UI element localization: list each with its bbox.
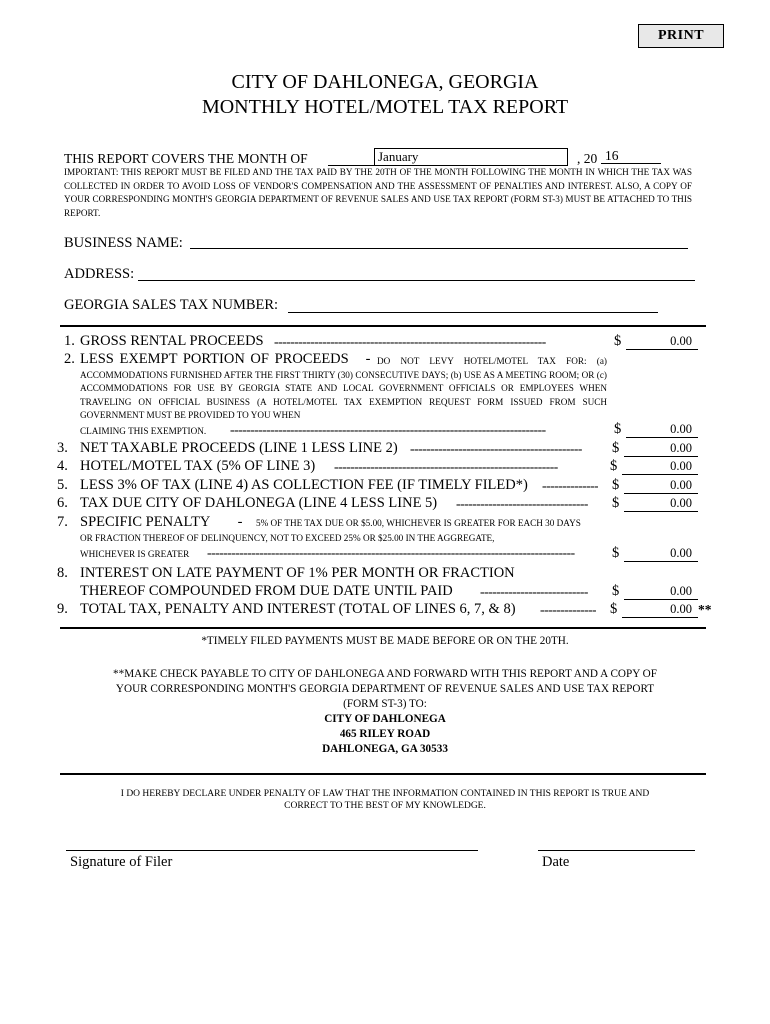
line-7-description-2: OR FRACTION THEREOF OF DELINQUENCY, NOT TO EXCEED 25% OR $25.00 IN THE AGGREGATE, bbox=[80, 533, 495, 543]
line-9-suffix: ** bbox=[698, 602, 712, 617]
line-5-amount[interactable]: 0.00 bbox=[624, 477, 698, 494]
line-4-leader: -------------------------------------------------------- bbox=[334, 459, 558, 474]
line-8-amount[interactable]: 0.00 bbox=[624, 583, 698, 600]
address-label: ADDRESS: bbox=[64, 266, 135, 282]
line-2-currency: $ bbox=[614, 421, 622, 437]
line-7-separator: - bbox=[234, 514, 247, 530]
line-8-label-2: THEREOF COMPOUNDED FROM DUE DATE UNTIL PAID bbox=[80, 583, 453, 599]
line-3-currency: $ bbox=[612, 440, 620, 456]
line-1-label: GROSS RENTAL PROCEEDS bbox=[80, 333, 264, 349]
timely-note: *TIMELY FILED PAYMENTS MUST BE MADE BEFORE OR ON THE 20TH. bbox=[201, 635, 569, 647]
line-2-last-line: CLAIMING THIS EXEMPTION. bbox=[80, 426, 207, 436]
line-7-leader: -------------------------------------------------------------------------------------------- bbox=[207, 545, 575, 560]
line-1-number: 1. bbox=[64, 333, 75, 349]
line-7-amount[interactable]: 0.00 bbox=[624, 545, 698, 562]
print-button[interactable]: PRINT bbox=[638, 24, 724, 48]
line-5-leader: -------------- bbox=[542, 478, 598, 493]
important-notice: IMPORTANT: THIS REPORT MUST BE FILED AND THE TAX PAID BY THE 20TH OF THE MONTH FOLLOWING THE MONTH IN WHICH THE TAX WAS COLLECTED IN ORDER TO AVOID LOSS OF VENDOR'S COMPENSATION AND THE ASSESSMENT OF PENALTIES AND INTEREST. ALSO, A COPY OF YOUR CORRESPONDING MONTH'S GEORGIA DEPARTMENT OF REVENUE SALES AND USE TAX REPORT (FORM ST-3) MUST BE ATTACHED TO THIS REPORT. bbox=[64, 167, 692, 218]
declaration-line-2: CORRECT TO THE BEST OF MY KNOWLEDGE. bbox=[284, 801, 486, 811]
date-field[interactable] bbox=[538, 850, 695, 851]
line-3-label: NET TAXABLE PROCEEDS (LINE 1 LESS LINE 2) bbox=[80, 440, 398, 456]
sales-tax-number-label: GEORGIA SALES TAX NUMBER: bbox=[64, 297, 279, 313]
line-2-separator: - bbox=[362, 351, 375, 367]
line-3-number: 3. bbox=[57, 440, 68, 456]
line-3-amount[interactable]: 0.00 bbox=[624, 440, 698, 457]
line-7-description-3: WHICHEVER IS GREATER bbox=[80, 549, 190, 559]
declaration-line-1: I DO HEREBY DECLARE UNDER PENALTY OF LAW THAT THE INFORMATION CONTAINED IN THIS REPORT IS TRUE AND bbox=[120, 789, 650, 799]
line-6-leader: --------------------------------- bbox=[456, 496, 588, 511]
business-name-label: BUSINESS NAME: bbox=[64, 235, 183, 251]
line-2-label: LESS EXEMPT PORTION OF PROCEEDS bbox=[80, 351, 349, 367]
divider-top bbox=[60, 325, 706, 327]
line-2-amount[interactable]: 0.00 bbox=[626, 421, 698, 438]
line-4-number: 4. bbox=[57, 458, 68, 474]
line-2-description: DO NOT LEVY HOTEL/MOTEL TAX FOR: (a) ACCOMMODATIONS FURNISHED AFTER THE FIRST THIRTY (30) CONSECUTIVE DAYS; (b) USE AS A MEETING ROOM; OR (c) ACCOMMODATIONS FOR USE BY GEORGIA STATE AND LOCAL GOVERNMENT OFFICIALS OR EMPLOYEES WHEN TRAVELING ON OFFICIAL BUSINESS (A HOTEL/MOTEL TAX EXEMPTION REQUEST FORM ISSUED FROM SUCH GOVERNMENT MUST BE PROVIDED TO YOU WHEN bbox=[80, 356, 607, 420]
line-7-number: 7. bbox=[57, 514, 68, 530]
line-1-amount[interactable]: 0.00 bbox=[626, 333, 698, 350]
address-field[interactable] bbox=[138, 280, 695, 281]
payable-note-3: (FORM ST-3) TO: bbox=[343, 698, 427, 710]
mailing-address-3: DAHLONEGA, GA 30533 bbox=[322, 743, 448, 755]
signature-label: Signature of Filer bbox=[70, 854, 173, 870]
line-8-leader: --------------------------- bbox=[480, 584, 588, 599]
line-7-description-1: 5% OF THE TAX DUE OR $5.00, WHICHEVER IS GREATER FOR EACH 30 DAYS bbox=[256, 518, 581, 528]
line-8-number: 8. bbox=[57, 565, 68, 581]
sales-tax-number-field[interactable] bbox=[288, 312, 658, 313]
divider-bottom bbox=[60, 773, 706, 775]
line-5-number: 5. bbox=[57, 477, 68, 493]
divider-middle bbox=[60, 627, 706, 629]
line-2-number: 2. bbox=[64, 351, 75, 367]
line-7-label: SPECIFIC PENALTY bbox=[80, 514, 211, 530]
month-input[interactable]: January bbox=[374, 148, 568, 166]
form-subtitle: MONTHLY HOTEL/MOTEL TAX REPORT bbox=[201, 96, 569, 118]
month-label: THIS REPORT COVERS THE MONTH OF bbox=[64, 151, 308, 166]
line-4-currency: $ bbox=[610, 458, 618, 474]
line-1-leader: -------------------------------------------------------------------- bbox=[274, 334, 546, 349]
mailing-address-1: CITY OF DAHLONEGA bbox=[324, 713, 446, 725]
line-3-leader: ------------------------------------------- bbox=[410, 441, 582, 456]
line-6-label: TAX DUE CITY OF DAHLONEGA (LINE 4 LESS LINE 5) bbox=[80, 495, 438, 511]
mailing-address-2: 465 RILEY ROAD bbox=[339, 728, 431, 740]
line-2-leader: ------------------------------------------------------------------------------- bbox=[230, 422, 546, 437]
line-5-currency: $ bbox=[612, 477, 620, 493]
line-6-number: 6. bbox=[57, 495, 68, 511]
line-6-amount[interactable]: 0.00 bbox=[624, 495, 698, 512]
line-4-label: HOTEL/MOTEL TAX (5% OF LINE 3) bbox=[80, 458, 316, 474]
line-7-currency: $ bbox=[612, 545, 620, 561]
line-9-amount[interactable]: 0.00 bbox=[622, 601, 698, 618]
line-9-leader: -------------- bbox=[540, 602, 596, 617]
line-4-amount[interactable]: 0.00 bbox=[622, 458, 698, 475]
payable-note-2: YOUR CORRESPONDING MONTH'S GEORGIA DEPARTMENT OF REVENUE SALES AND USE TAX REPORT bbox=[115, 683, 655, 695]
payable-note-1: **MAKE CHECK PAYABLE TO CITY OF DAHLONEGA AND FORWARD WITH THIS REPORT AND A COPY OF bbox=[113, 668, 657, 680]
line-9-currency: $ bbox=[610, 601, 618, 617]
line-1-currency: $ bbox=[614, 333, 622, 349]
year-input[interactable]: 16 bbox=[601, 148, 661, 164]
line-8-currency: $ bbox=[612, 583, 620, 599]
form-title: CITY OF DAHLONEGA, GEORGIA bbox=[231, 71, 539, 93]
line-6-currency: $ bbox=[612, 495, 620, 511]
business-name-field[interactable] bbox=[190, 248, 688, 249]
year-prefix: , 20 bbox=[577, 151, 598, 166]
date-label: Date bbox=[542, 854, 570, 870]
line-8-label-1: INTEREST ON LATE PAYMENT OF 1% PER MONTH OR FRACTION bbox=[80, 565, 515, 581]
line-9-label: TOTAL TAX, PENALTY AND INTEREST (TOTAL OF LINES 6, 7, & 8) bbox=[80, 601, 516, 617]
signature-field[interactable] bbox=[66, 850, 478, 851]
line-5-label: LESS 3% OF TAX (LINE 4) AS COLLECTION FEE (IF TIMELY FILED*) bbox=[80, 477, 528, 493]
line-9-number: 9. bbox=[57, 601, 68, 617]
